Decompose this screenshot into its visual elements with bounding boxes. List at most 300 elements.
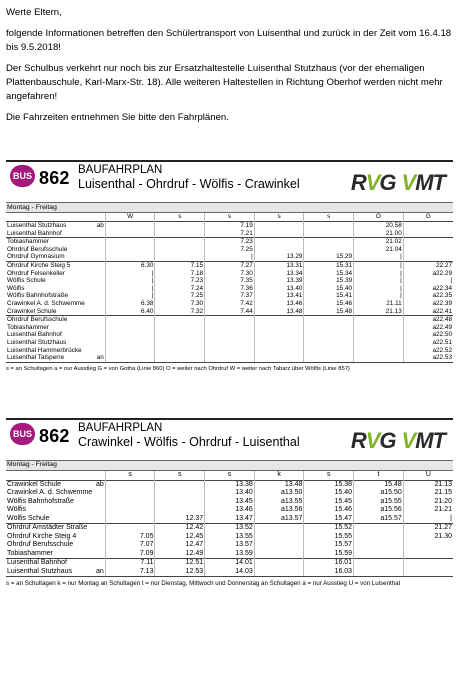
stop-name: Wölfis Schule: [7, 514, 50, 522]
departure-time: 7.07: [105, 541, 155, 550]
departure-time: 6.40: [105, 308, 155, 316]
departure-time: [354, 568, 404, 577]
departure-time: 21.04: [354, 246, 404, 254]
table-row: [6, 524, 453, 533]
departure-time: [304, 246, 354, 254]
departure-time: 12.42: [155, 524, 205, 533]
departure-time: [205, 316, 255, 324]
departure-time: 7.35: [205, 277, 255, 285]
timetable-header: [6, 160, 453, 202]
departure-time: [155, 498, 205, 507]
departure-time: [354, 331, 404, 339]
column-flag: s: [105, 471, 155, 481]
day-row: [6, 203, 453, 213]
departure-time: 13.40: [254, 285, 304, 293]
departure-time: 13.39: [254, 277, 304, 285]
letter-text: [6, 6, 466, 132]
departure-time: [105, 222, 155, 230]
departure-time: 7.05: [105, 533, 155, 542]
departure-time: 7.23: [155, 277, 205, 285]
stop-name: Ohrdruf Berufsschule: [7, 245, 68, 253]
departure-time: [304, 222, 354, 230]
departure-time: 7.23: [205, 238, 255, 246]
departure-time: 13.59: [205, 550, 255, 559]
departure-time: 13.52: [205, 524, 255, 533]
departure-time: a13.55: [254, 498, 304, 507]
departure-time: 7.44: [205, 308, 255, 316]
departure-time: 7.25: [155, 292, 205, 300]
departure-time: [304, 230, 354, 238]
stop-name: Tobiashammer: [7, 549, 53, 557]
departure-time: 7.21: [205, 230, 255, 238]
departure-time: a22.53: [403, 354, 453, 362]
departure-time: 12.47: [155, 541, 205, 550]
column-flag: s: [155, 213, 205, 222]
departure-time: a15.50: [354, 489, 404, 498]
timetable-outbound: [6, 160, 453, 372]
stop-flag: [56, 324, 106, 332]
departure-time: [403, 541, 453, 550]
plan-route: Luisenthal - Ohrdruf - Wölfis - Crawinkel: [78, 177, 300, 191]
departure-time: |: [205, 253, 255, 261]
departure-time: [254, 354, 304, 362]
paragraph-period: folgende Informationen betreffen den Schülertransport von Luisenthal und zurück in der Zeit vom 16.4.18 bis 9.5.2018!: [6, 28, 452, 53]
column-flag: s: [254, 213, 304, 222]
departure-time: [403, 246, 453, 254]
departure-time: |: [403, 515, 453, 524]
table-row: [6, 506, 453, 515]
paragraph-route-change: Der Schulbus verkehrt nur noch bis zur Ersatzhaltestelle Luisenthal Stutzhaus (vor der ehemaligen Plattenbauschule, Karl-Marx-Str. 18). Alle weiteren Haltestellen in Richtung Oberhof werden nicht mehr angefahren!: [6, 63, 443, 102]
departure-time: [254, 550, 304, 559]
departure-time: [403, 559, 453, 568]
departure-time: 7.27: [205, 261, 255, 269]
departure-time: [155, 324, 205, 332]
stop-flag: [56, 331, 106, 339]
column-flags-row: [6, 471, 453, 481]
departure-time: 6.30: [105, 261, 155, 269]
stop-name: Crawinkel A. d. Schwemme: [7, 299, 85, 307]
departure-time: 15.41: [304, 292, 354, 300]
departure-time: a15.57: [354, 515, 404, 524]
table-row: [6, 541, 453, 550]
rvg-logo: RVG: [350, 170, 396, 195]
stop-name: Ohrdruf Kirche Steig 4: [7, 532, 77, 540]
departure-time: a22.52: [403, 347, 453, 355]
departure-time: [105, 498, 155, 507]
table-row: [6, 261, 453, 269]
departure-time: [205, 354, 255, 362]
departure-time: [304, 339, 354, 347]
departure-time: [155, 480, 205, 489]
departure-time: 7.30: [155, 300, 205, 308]
stop-name: Wölfis: [7, 284, 25, 292]
stop-flag: [56, 550, 106, 559]
stop-name: Ohrdruf Kirche Steig 5: [7, 261, 71, 269]
departure-time: [105, 230, 155, 238]
stop-name: Ohrdruf Gymnasium: [7, 253, 65, 261]
departure-time: 15.45: [304, 498, 354, 507]
departure-time: [403, 568, 453, 577]
departure-time: [155, 230, 205, 238]
column-flag: G: [403, 213, 453, 222]
table-row: [6, 339, 453, 347]
departure-time: [155, 222, 205, 230]
paragraph-timetables: Die Fahrzeiten entnehmen Sie bitte den Fahrplänen.: [6, 112, 229, 123]
operating-days: Montag - Freitag: [6, 461, 453, 471]
departure-time: 14.01: [205, 559, 255, 568]
departure-time: [254, 524, 304, 533]
departure-time: 13.38: [205, 480, 255, 489]
departure-time: 13.29: [254, 253, 304, 261]
departure-time: 7.36: [205, 285, 255, 293]
table-row: [6, 480, 453, 489]
departure-time: [105, 331, 155, 339]
table-row: [6, 246, 453, 254]
departure-time: [105, 316, 155, 324]
stop-name: Luisenthal Bahnhof: [7, 229, 62, 237]
departure-time: 7.30: [205, 270, 255, 278]
departure-time: 7.18: [155, 270, 205, 278]
greeting: Werte Eltern,: [6, 7, 62, 18]
departure-time: 15.40: [304, 489, 354, 498]
column-flag: s: [155, 471, 205, 481]
departure-time: |: [105, 277, 155, 285]
departure-time: |: [354, 261, 404, 269]
departure-time: [254, 246, 304, 254]
departure-time: [105, 246, 155, 254]
departure-time: [105, 480, 155, 489]
column-flags-row: [6, 213, 453, 222]
departure-time: 7.32: [155, 308, 205, 316]
departure-time: 13.31: [254, 261, 304, 269]
departure-time: 15.55: [304, 533, 354, 542]
departure-time: a22.34: [403, 285, 453, 293]
departure-time: [304, 354, 354, 362]
departure-time: 12.37: [155, 515, 205, 524]
column-flag: t: [354, 471, 404, 481]
day-row: [6, 461, 453, 471]
departure-time: [205, 324, 255, 332]
table-row: [6, 253, 453, 261]
departure-time: [254, 541, 304, 550]
line-number: 862: [39, 426, 70, 446]
stop-name: Ohrdruf Amstädter Straße: [7, 524, 88, 531]
departure-time: 13.55: [205, 533, 255, 542]
departure-time: 21.30: [403, 533, 453, 542]
departure-time: [254, 230, 304, 238]
departure-time: 22.27: [403, 261, 453, 269]
departure-time: |: [354, 253, 404, 261]
departure-time: [304, 324, 354, 332]
plan-route: Crawinkel - Wölfis - Ohrdruf - Luisenthal: [78, 435, 300, 449]
departure-time: [155, 506, 205, 515]
departure-time: [105, 238, 155, 246]
departure-time: a13.56: [254, 506, 304, 515]
blank-cell: [56, 213, 106, 222]
departure-time: 15.57: [304, 541, 354, 550]
column-flag: O: [354, 213, 404, 222]
departure-time: [354, 533, 404, 542]
table-row: [6, 568, 453, 577]
departure-time: a22.35: [403, 292, 453, 300]
departure-time: 21.15: [403, 489, 453, 498]
departure-time: a22.49: [403, 324, 453, 332]
departure-time: [354, 339, 404, 347]
column-flag: W: [105, 213, 155, 222]
timetable-legend: s = an Schultagen a = nur Ausstieg G = von Gotha (Linie 860) O = weiter nach Ohrdruf W = weiter nach Tabarz über Wölfis (Linie 857): [6, 365, 350, 372]
departure-time: [254, 222, 304, 230]
column-flag: k: [254, 471, 304, 481]
plan-title: BAUFAHRPLAN: [78, 164, 163, 176]
table-row: [6, 515, 453, 524]
departure-time: 13.46: [254, 300, 304, 308]
departure-time: [254, 347, 304, 355]
departure-time: [105, 324, 155, 332]
departure-time: [155, 347, 205, 355]
stop-flag: an: [56, 568, 106, 577]
departure-time: [304, 331, 354, 339]
departure-time: 13.57: [205, 541, 255, 550]
departure-time: 7.37: [205, 292, 255, 300]
stop-flag: [56, 277, 106, 285]
departure-time: 15.34: [304, 270, 354, 278]
departure-time: [105, 339, 155, 347]
departure-time: 21.27: [403, 524, 453, 533]
blank-cell: [56, 471, 106, 481]
departure-time: 7.15: [155, 261, 205, 269]
stop-name: Wölfis Bahnhofstraße: [7, 497, 74, 505]
departure-time: 6.38: [105, 300, 155, 308]
departure-time: [105, 506, 155, 515]
stop-flag: [56, 238, 106, 246]
departure-time: 7.09: [105, 550, 155, 559]
departure-time: [354, 541, 404, 550]
departure-time: 21.00: [354, 230, 404, 238]
departure-time: |: [354, 292, 404, 300]
departure-time: [354, 550, 404, 559]
table-row: [6, 308, 453, 316]
departure-time: [155, 316, 205, 324]
departure-time: 16.01: [304, 559, 354, 568]
table-row: [6, 285, 453, 293]
departure-time: [354, 324, 404, 332]
stop-flag: [56, 506, 106, 515]
departure-time: 13.45: [205, 498, 255, 507]
departure-time: 20.58: [354, 222, 404, 230]
departure-time: [205, 331, 255, 339]
departure-time: [304, 347, 354, 355]
departure-time: 15.48: [304, 308, 354, 316]
departure-time: |: [354, 285, 404, 293]
departure-time: [354, 316, 404, 324]
departure-time: a13.57: [254, 515, 304, 524]
departure-time: a22.41: [403, 308, 453, 316]
rvg-logo: RVG: [350, 428, 396, 453]
departure-time: [403, 550, 453, 559]
departure-time: [304, 238, 354, 246]
departure-time: 15.47: [304, 515, 354, 524]
departure-time: [155, 331, 205, 339]
departure-time: 13.34: [254, 270, 304, 278]
stop-flag: [56, 285, 106, 293]
stop-name: Ohrdruf Felsenkeller: [7, 269, 65, 277]
table-row: [6, 354, 453, 362]
departure-time: [105, 524, 155, 533]
table-row: [6, 300, 453, 308]
stop-name: Crawinkel Schule: [7, 307, 57, 315]
table-row: [6, 277, 453, 285]
departure-time: [155, 238, 205, 246]
departure-time: a22.39: [403, 300, 453, 308]
departure-time: 21.11: [354, 300, 404, 308]
departure-time: [155, 253, 205, 261]
stop-flag: [56, 230, 106, 238]
table-row: [6, 230, 453, 238]
table-row: [6, 533, 453, 542]
departure-time: 15.46: [304, 300, 354, 308]
departure-time: 13.47: [205, 515, 255, 524]
table-row: [6, 347, 453, 355]
departure-time: a15.56: [354, 506, 404, 515]
departure-time: [105, 347, 155, 355]
departure-time: 13.41: [254, 292, 304, 300]
departure-time: 15.40: [304, 285, 354, 293]
departure-time: 16.03: [304, 568, 354, 577]
departure-time: 13.40: [205, 489, 255, 498]
departure-time: [155, 246, 205, 254]
column-flag: s: [304, 471, 354, 481]
table-row: [6, 324, 453, 332]
departure-time: [155, 354, 205, 362]
departure-time: 12.45: [155, 533, 205, 542]
departure-time: 21.20: [403, 498, 453, 507]
departure-time: a22.50: [403, 331, 453, 339]
stop-name: Crawinkel Schule: [7, 480, 62, 488]
departure-time: 14.03: [205, 568, 255, 577]
table-row: [6, 222, 453, 230]
departure-time: a22.48: [403, 316, 453, 324]
departure-time: 7.42: [205, 300, 255, 308]
stop-name: Luisenthal Stutzhaus: [7, 567, 72, 575]
departure-time: 15.52: [304, 524, 354, 533]
column-flag: s: [304, 213, 354, 222]
departure-time: a15.55: [354, 498, 404, 507]
stop-name: Tobiashammer: [6, 238, 56, 246]
timetable-header: [6, 418, 453, 460]
stop-name: Ohrdruf Berufsschule: [7, 316, 68, 324]
column-flag: U: [403, 471, 453, 481]
stop-flag: [56, 308, 106, 316]
departure-time: 13.48: [254, 308, 304, 316]
table-row: [6, 270, 453, 278]
departure-time: [304, 316, 354, 324]
departure-time: a22.29: [403, 270, 453, 278]
stop-name: Tobiashammer: [7, 323, 49, 331]
table-row: [6, 316, 453, 324]
departure-time: [155, 489, 205, 498]
departure-time: [105, 354, 155, 362]
stop-name: Luisenthal Bahnhof: [7, 559, 67, 566]
blank-cell: [6, 471, 56, 481]
operator-logos: [351, 170, 445, 196]
table-row: [6, 292, 453, 300]
departure-time: 15.38: [304, 480, 354, 489]
departure-time: |: [403, 277, 453, 285]
departure-time: 15.59: [304, 550, 354, 559]
departure-time: 21.13: [403, 480, 453, 489]
stop-name: Crawinkel A. d. Schwemme: [7, 489, 93, 496]
blank-cell: [6, 213, 56, 222]
table-row: [6, 559, 453, 568]
departure-time: 13.48: [254, 480, 304, 489]
stop-flag: ab: [56, 222, 106, 230]
stop-flag: an: [56, 354, 106, 362]
departure-time: 15.48: [354, 480, 404, 489]
departure-time: 21.02: [354, 238, 404, 246]
stop-name: Wölfis Bahnhofstraße: [7, 292, 69, 300]
stop-name: Luisenthal Bahnhof: [7, 331, 62, 339]
departure-time: [403, 230, 453, 238]
departure-time: 7.13: [105, 568, 155, 577]
timetable-table: [6, 202, 453, 363]
stop-name: Wölfis: [7, 506, 27, 513]
departure-time: [105, 253, 155, 261]
column-flag: s: [205, 213, 255, 222]
departure-time: [354, 524, 404, 533]
table-row: [6, 550, 453, 559]
departure-time: 13.46: [205, 506, 255, 515]
timetable-legend: s = an Schultagen k = nur Montag an Schultagen t = nur Dienstag, Mittwoch und Donnerstag an Schultagen a = nur Ausstieg U = von Luisenthal: [6, 580, 401, 587]
departure-time: 12.53: [155, 568, 205, 577]
departure-time: [254, 339, 304, 347]
departure-time: [254, 324, 304, 332]
departure-time: |: [354, 277, 404, 285]
departure-time: [403, 222, 453, 230]
departure-time: [354, 354, 404, 362]
table-row: [6, 498, 453, 507]
departure-time: [254, 568, 304, 577]
departure-time: [354, 559, 404, 568]
bus-badge: BUS: [10, 165, 35, 187]
departure-time: [205, 347, 255, 355]
departure-time: [403, 253, 453, 261]
departure-time: a22.51: [403, 339, 453, 347]
plan-title: BAUFAHRPLAN: [78, 422, 163, 434]
table-row: [6, 238, 453, 246]
stop-flag: [56, 515, 106, 524]
departure-time: 15.29: [304, 253, 354, 261]
departure-time: [354, 347, 404, 355]
stop-name: Luisenthal Stutzhaus: [7, 338, 67, 346]
operating-days: Montag - Freitag: [6, 203, 453, 213]
departure-time: 15.31: [304, 261, 354, 269]
stop-name: Luisenthal Hammerbrücke: [7, 346, 82, 354]
departure-time: [254, 238, 304, 246]
table-row: [6, 331, 453, 339]
departure-time: 7.19: [205, 222, 255, 230]
timetable-return: [6, 418, 453, 587]
table-row: [6, 489, 453, 498]
departure-time: [205, 339, 255, 347]
departure-time: 7.25: [205, 246, 255, 254]
departure-time: 12.49: [155, 550, 205, 559]
stop-flag: ab: [56, 480, 106, 489]
vmt-logo: VMT: [401, 428, 445, 453]
vmt-logo: VMT: [401, 170, 445, 195]
departure-time: [254, 559, 304, 568]
departure-time: 12.51: [155, 559, 205, 568]
departure-time: 7.11: [105, 559, 155, 568]
